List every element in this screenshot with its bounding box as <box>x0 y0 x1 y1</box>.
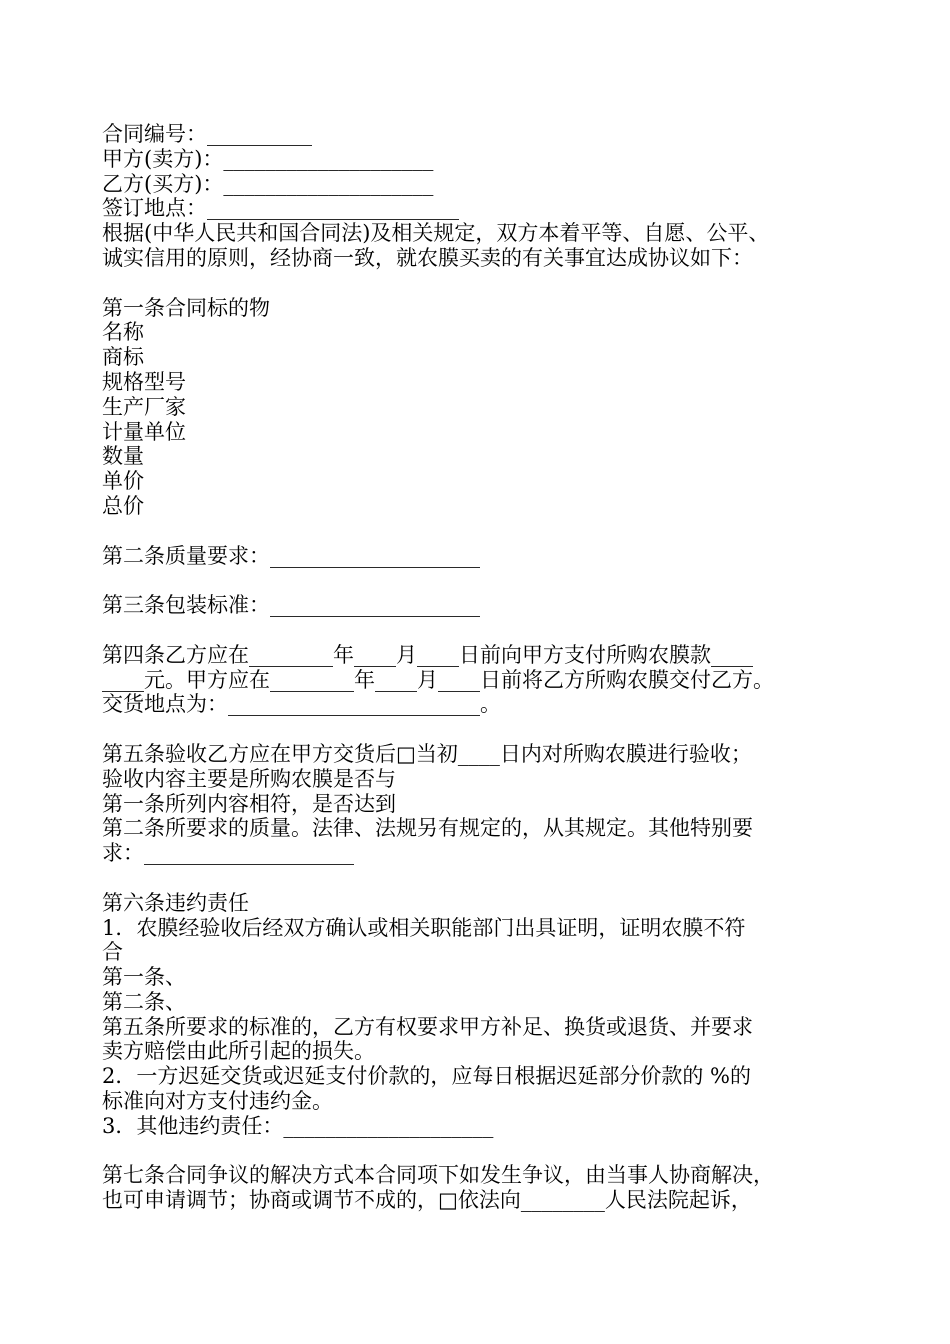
article-6-line-3: 第一条、 <box>102 965 186 990</box>
article-1-item-name: 名称 <box>102 320 144 345</box>
article-6-line-7: 2．一方迟延交货或迟延支付价款的，应每日根据迟延部分价款的 %的 <box>102 1064 751 1089</box>
party-b-line: 乙方(买方)：____________________ <box>102 171 434 196</box>
article-5-line-5: 求：____________________ <box>102 841 354 866</box>
article-2-quality: 第二条质量要求：____________________ <box>102 543 480 568</box>
article-6-line-9: 3．其他违约责任：____________________ <box>102 1113 494 1138</box>
article-6-heading: 第六条违约责任 <box>102 890 249 915</box>
article-6-line-1: 1．农膜经验收后经双方确认或相关职能部门出具证明，证明农膜不符 <box>102 915 746 940</box>
article-5-line-4: 第二条所要求的质量。法律、法规另有规定的，从其规定。其他特别要 <box>102 816 753 841</box>
article-1-item-unit-price: 单价 <box>102 469 144 494</box>
article-1-item-trademark: 商标 <box>102 345 144 370</box>
blank-line <box>102 618 872 643</box>
article-4-line-3: 交货地点为：________________________。 <box>102 692 501 717</box>
blank-line <box>102 866 872 891</box>
article-1-item-unit: 计量单位 <box>102 419 186 444</box>
article-1-item-manufacturer: 生产厂家 <box>102 394 186 419</box>
article-5-line-2: 验收内容主要是所购农膜是否与 <box>102 766 396 791</box>
article-6-line-5: 第五条所要求的标准的，乙方有权要求甲方补足、换货或退货、并要求 <box>102 1014 753 1039</box>
article-6-line-8: 标准向对方支付违约金。 <box>102 1089 333 1114</box>
article-1-heading: 第一条合同标的物 <box>102 295 270 320</box>
article-1-item-quantity: 数量 <box>102 444 144 469</box>
contract-document <box>102 122 872 1213</box>
blank-line <box>102 717 872 742</box>
party-a-line: 甲方(卖方)：____________________ <box>102 146 434 171</box>
blank-line <box>102 1139 872 1164</box>
blank-line <box>102 271 872 296</box>
article-4-line-2: ____元。甲方应在________年____月____日前将乙方所购农膜交付乙方。 <box>102 667 774 692</box>
signing-place-line: 签订地点：________________________ <box>102 196 459 221</box>
blank-line <box>102 519 872 544</box>
blank-line <box>102 568 872 593</box>
article-4-line-1: 第四条乙方应在________年____月____日前向甲方支付所购农膜款____ <box>102 642 753 667</box>
article-3-packaging: 第三条包装标准：____________________ <box>102 593 480 618</box>
preamble-line-2: 诚实信用的原则，经协商一致，就农膜买卖的有关事宜达成协议如下： <box>102 245 753 270</box>
preamble-line-1: 根据(中华人民共和国合同法)及相关规定，双方本着平等、自愿、公平、 <box>102 221 770 246</box>
article-5-line-1: 第五条验收乙方应在甲方交货后□当初____日内对所购农膜进行验收； <box>102 741 752 766</box>
article-1-item-total-price: 总价 <box>102 493 144 518</box>
article-6-line-6: 卖方赔偿由此所引起的损失。 <box>102 1039 375 1064</box>
article-5-line-3: 第一条所列内容相符，是否达到 <box>102 791 396 816</box>
article-7-line-1: 第七条合同争议的解决方式本合同项下如发生争议，由当事人协商解决， <box>102 1163 774 1188</box>
article-1-item-model: 规格型号 <box>102 369 186 394</box>
article-6-line-4: 第二条、 <box>102 989 186 1014</box>
article-6-line-2: 合 <box>102 940 123 965</box>
contract-number-line: 合同编号：__________ <box>102 122 312 146</box>
article-7-line-2: 也可申请调节；协商或调节不成的，□依法向________人民法院起诉， <box>102 1188 752 1213</box>
